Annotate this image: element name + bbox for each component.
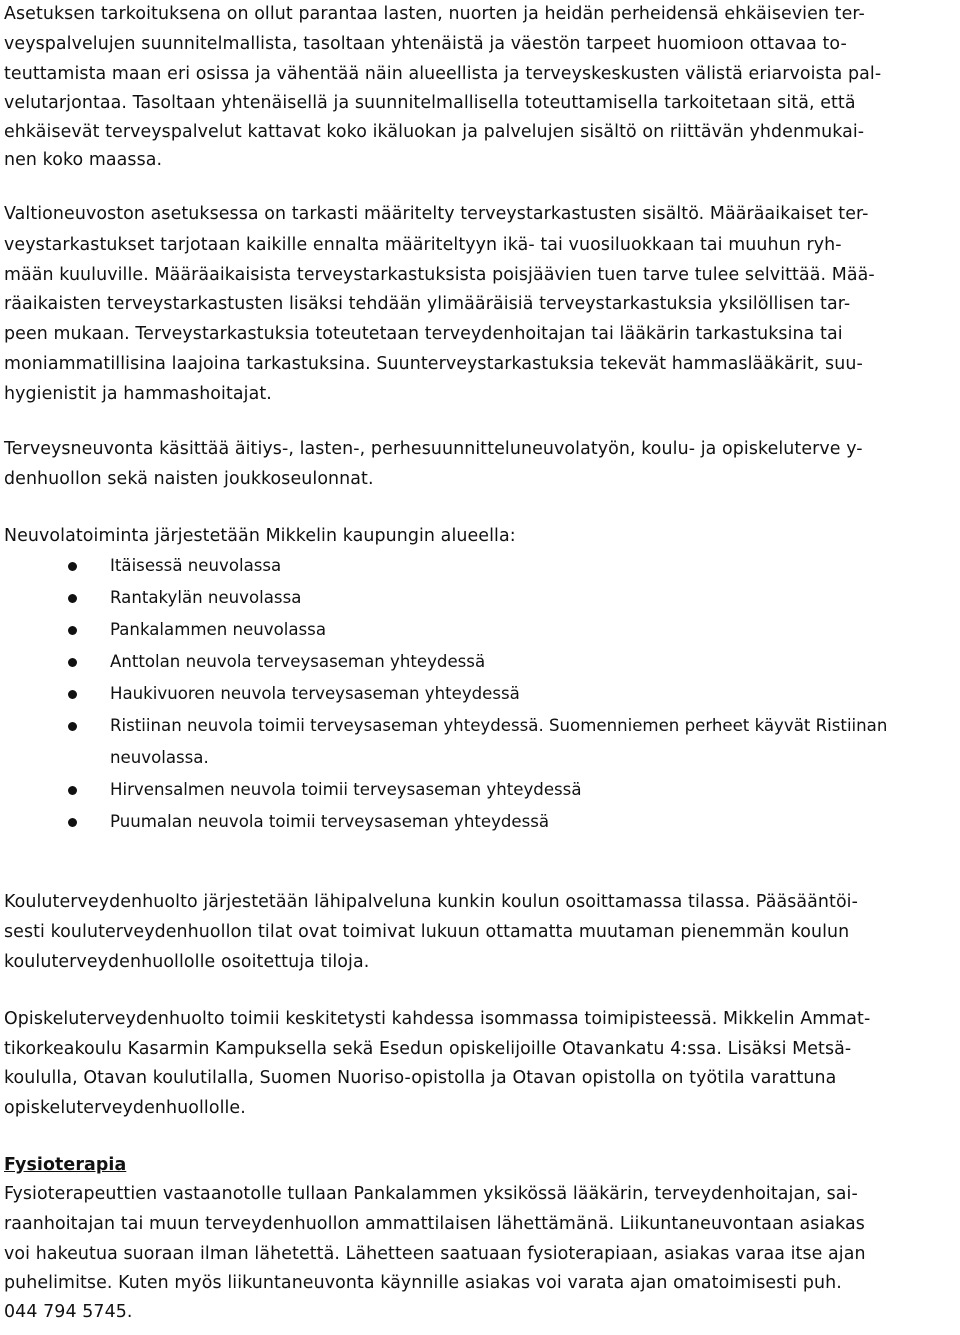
bullet-icon: [68, 722, 77, 731]
text-line: ehkäisevät terveyspalvelut kattavat koko ikäluokan ja palvelujen sisältö on riittävän yhdenmukai-: [4, 122, 865, 142]
list-item-text: Anttolan neuvola terveysaseman yhteydessä: [110, 652, 486, 671]
phone-number: 044 794 5745.: [4, 1302, 133, 1322]
bullet-icon: [68, 594, 77, 603]
section-heading: Fysioterapia: [4, 1155, 127, 1175]
bullet-icon: [68, 658, 77, 667]
list-item-text: Ristiinan neuvola toimii terveysaseman yhteydessä. Suomenniemen perheet käyvät Ristiinan: [110, 716, 888, 735]
text-line: Asetuksen tarkoituksena on ollut parantaa lasten, nuorten ja heidän perheidensä ehkäisevien ter-: [4, 4, 865, 24]
list-item-text: Puumalan neuvola toimii terveysaseman yhteydessä: [110, 812, 550, 831]
text-line: voi hakeutua suoraan ilman lähetettä. Lähetteen saatuaan fysioterapiaan, asiakas varaa itse ajan: [4, 1244, 866, 1264]
text-line: mään kuuluville. Määräaikaisista terveystarkastuksista poisjäävien tuen tarve tulee selvittää. Mää-: [4, 265, 875, 285]
list-item-text: Hirvensalmen neuvola toimii terveysaseman yhteydessä: [110, 780, 582, 799]
list-item-text: neuvolassa.: [110, 748, 209, 767]
list-item-text: Rantakylän neuvolassa: [110, 588, 302, 607]
text-line: veyspalvelujen suunnitelmallista, tasoltaan yhtenäistä ja väestön tarpeet huomioon ottavaa to-: [4, 34, 847, 54]
list-item-text: Itäisessä neuvolassa: [110, 556, 282, 575]
text-line: Kouluterveydenhuolto järjestetään lähipalveluna kunkin koulun osoittamassa tilassa. Pääsääntöi-: [4, 892, 858, 912]
bullet-icon: [68, 626, 77, 635]
text-line: veystarkastukset tarjotaan kaikille ennalta määriteltyyn ikä- tai vuosiluokkaan tai muuhun ryh-: [4, 235, 842, 255]
bullet-icon: [68, 786, 77, 795]
bullet-icon: [68, 690, 77, 699]
text-line: Valtioneuvoston asetuksessa on tarkasti määritelty terveystarkastusten sisältö. Määräaikaiset ter-: [4, 204, 869, 224]
text-line: moniammatillisina laajoina tarkastuksina. Suunterveystarkastuksia tekevät hammaslääkärit, suu-: [4, 354, 863, 374]
text-line: Neuvolatoiminta järjestetään Mikkelin kaupungin alueella:: [4, 526, 516, 546]
text-line: puhelimitse. Kuten myös liikuntaneuvonta käynnille asiakas voi varata ajan omatoimisesti puh.: [4, 1273, 842, 1293]
text-line: raanhoitajan tai muun terveydenhuollon ammattilaisen lähettämänä. Liikuntaneuvontaan asiakas: [4, 1214, 865, 1234]
text-line: opiskeluterveydenhuollolle.: [4, 1098, 246, 1118]
list-item-text: Pankalammen neuvolassa: [110, 620, 326, 639]
text-line: Opiskeluterveydenhuolto toimii keskitetysti kahdessa isommassa toimipisteessä. Mikkelin Ammat-: [4, 1009, 871, 1029]
text-line: kouluterveydenhuollolle osoitettuja tiloja.: [4, 952, 370, 972]
text-line: teuttamista maan eri osissa ja vähentää näin alueellista ja terveyskeskusten välistä eriarvoista pal-: [4, 64, 882, 84]
text-line: nen koko maassa.: [4, 150, 163, 170]
text-line: denhuollon sekä naisten joukkoseulonnat.: [4, 469, 374, 489]
text-line: tikorkeakoulu Kasarmin Kampuksella sekä Esedun opiskelijoille Otavankatu 4:ssa. Lisäksi Metsä-: [4, 1039, 852, 1059]
text-line: koululla, Otavan koulutilalla, Suomen Nuoriso-opistolla ja Otavan opistolla on työtila varattuna: [4, 1068, 837, 1088]
list-item-text: Haukivuoren neuvola terveysaseman yhteydessä: [110, 684, 520, 703]
text-line: Terveysneuvonta käsittää äitiys-, lasten-, perhesuunnitteluneuvolatyön, koulu- ja opiskeluterve y-: [4, 439, 863, 459]
text-line: velutarjontaa. Tasoltaan yhtenäisellä ja suunnitelmallisella toteuttamisella tarkoitetaan sitä, että: [4, 93, 856, 113]
text-line: Fysioterapeuttien vastaanotolle tullaan Pankalammen yksikössä lääkärin, terveydenhoitajan, sai-: [4, 1184, 858, 1204]
bullet-icon: [68, 818, 77, 827]
bullet-icon: [68, 562, 77, 571]
text-line: räaikaisten terveystarkastusten lisäksi tehdään ylimääräisiä terveystarkastuksia yksilöllisen tar-: [4, 294, 851, 314]
text-line: hygienistit ja hammashoitajat.: [4, 384, 272, 404]
text-line: peen mukaan. Terveystarkastuksia toteutetaan terveydenhoitajan tai lääkärin tarkastuksina tai: [4, 324, 843, 344]
text-line: sesti kouluterveydenhuollon tilat ovat toimivat lukuun ottamatta muutaman pienemmän koulun: [4, 922, 850, 942]
